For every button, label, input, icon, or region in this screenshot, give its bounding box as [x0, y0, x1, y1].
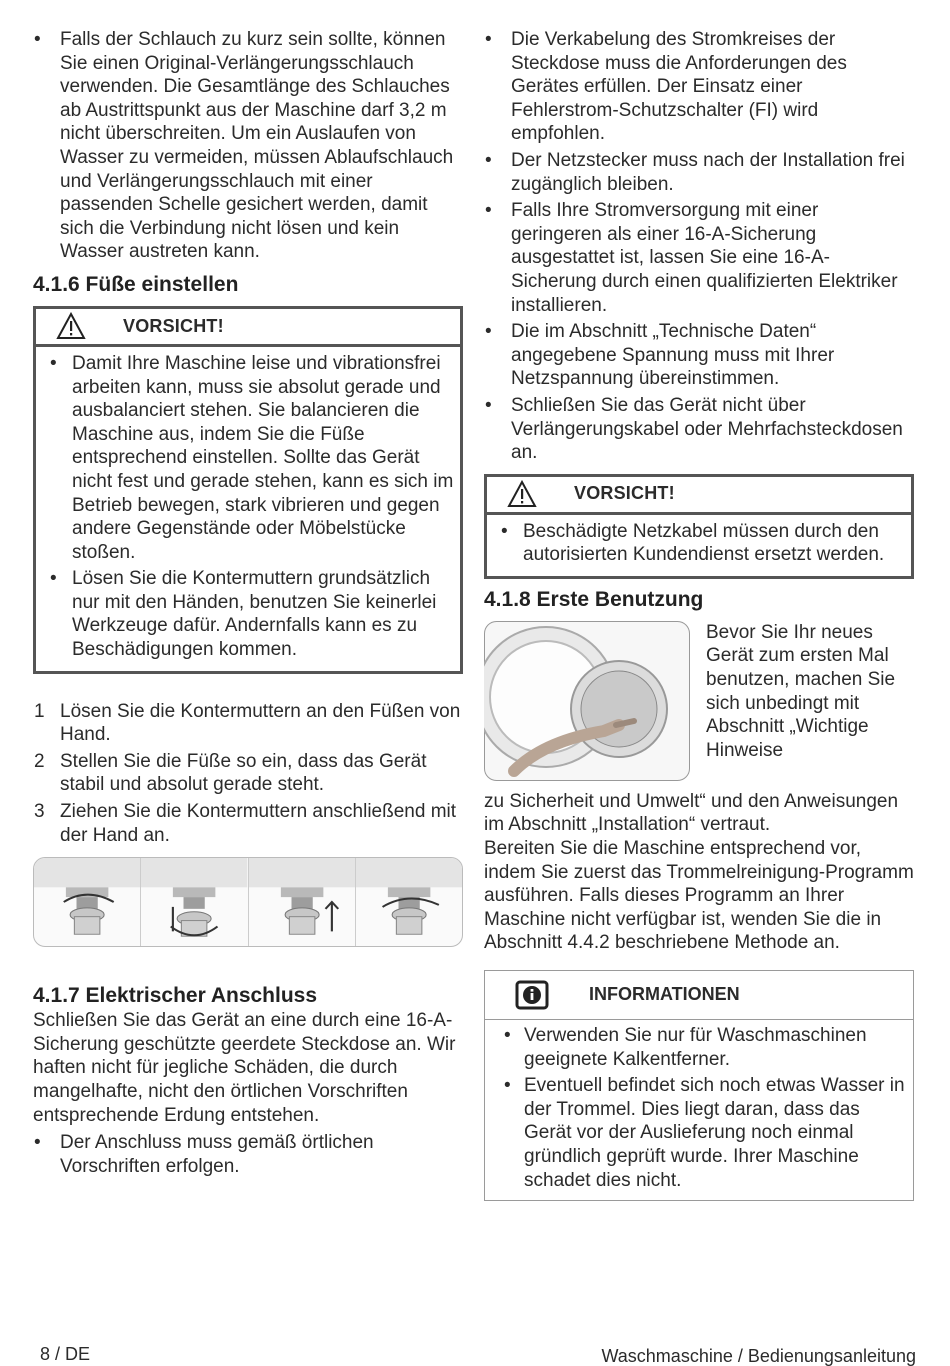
step-text: Stellen Sie die Füße so ein, dass das Gerät stabil und absolut gerade steht. — [60, 750, 427, 796]
step-item — [33, 750, 463, 797]
caution-item-cable: • Beschädigte Netzkabel müssen durch den autorisierten Kundendienst ersetzt werden. — [493, 520, 905, 567]
first-use-side-text: Bevor Sie Ihr neues Gerät zum ersten Mal benutzen, machen Sie sich unbedingt mit Abschnitt „Wichtige Hinweise — [706, 621, 896, 761]
footer-title: Waschmaschine / Bedienungsanleitung — [601, 1346, 916, 1366]
first-use-continued-text: zu Sicherheit und Umwelt“ und den Anweisungen im Abschnitt „Installation“ vertraut. — [484, 790, 899, 836]
hose-extension-bullet: • Falls der Schlauch zu kurz sein sollte, können Sie einen Original-Verlängerungsschlauch verwenden. Die Gesamtlänge des Schlauches ab Austrittspunkt aus der Maschine darf 3,2 m nicht überschreiten. Um ein Auslaufen von Wasser zu vermeiden, müssen Ablaufschlauch und Verlängerungsschlauch mit einer passenden Schelle gesichert werden, damit sich die Verbindung nicht lösen und kein Wasser austreten kann. — [33, 28, 463, 264]
information-header — [485, 971, 913, 1020]
hose-bullet-list — [33, 28, 463, 264]
section-feet-title: 4.1.6 Füße einstellen — [33, 272, 239, 296]
section-first-use-title: 4.1.8 Erste Benutzung — [484, 587, 704, 611]
caution-item-balance: • Damit Ihre Maschine leise und vibrationsfrei arbeiten kann, muss sie absolut gerade und ausbalanciert stehen. Sie balancieren die Maschine aus, indem Sie die Füße entsprechend einstellen. Sollte das Gerät nicht fest und gerade stehen, kann es sich im Betrieb bewegen, stark vibrieren und gegen andere Gegenstände oder Möbelstücke stoßen. — [42, 352, 454, 564]
footer-page-number: 8 / DE — [40, 1344, 91, 1364]
electric-bullet: • Der Anschluss muss gemäß örtlichen Vorschriften erfolgen. — [33, 1131, 463, 1178]
electric-req-item: • Schließen Sie das Gerät nicht über Verlängerungskabel oder Mehrfachsteckdosen an. — [484, 394, 914, 465]
electric-requirements-list — [484, 28, 914, 465]
caution-body — [36, 347, 460, 671]
washing-machine-door-image — [484, 621, 690, 781]
info-item-descaler: • Verwenden Sie nur für Waschmaschinen geeignete Kalkentferner. — [491, 1024, 907, 1071]
step-item — [33, 800, 463, 847]
electric-req-item: • Der Netzstecker muss nach der Installation frei zugänglich bleiben. — [484, 149, 914, 196]
step-item — [33, 700, 463, 747]
electric-paragraph: Schließen Sie das Gerät an eine durch eine 16-A-Sicherung geschützte geerdete Steckdose an. Wir haften nicht für jegliche Schäden, die durch mangelhafte, nicht den örtlichen Vorschriften entsprechende Erdung entstehen. — [33, 1010, 456, 1126]
caution-item-locknuts: • Lösen Sie die Kontermuttern grundsätzlich nur mit den Händen, benutzen Sie keinerlei Werkzeuge dafür. Andernfalls kann es zu Beschädigungen kommen. — [42, 567, 454, 661]
information-box — [484, 970, 914, 1201]
information-label: INFORMATIONEN — [589, 984, 740, 1005]
electric-req-item: • Falls Ihre Stromversorgung mit einer geringeren als einer 16-A-Sicherung ausgestattet ist, lassen Sie eine 16-A-Sicherung durch einen qualifizierten Elektriker installieren. — [484, 199, 914, 317]
caution-box-cable — [484, 474, 914, 579]
step-number: 2 — [34, 750, 45, 772]
step-text: Lösen Sie die Kontermuttern an den Füßen von Hand. — [60, 700, 461, 746]
electric-req-item: • Die Verkabelung des Stromkreises der Steckdose muss die Anforderungen des Gerätes erfüllen. Der Einsatz einer Fehlerstrom-Schutzschalter (FI) wird empfohlen. — [484, 28, 914, 146]
section-electric-title: 4.1.7 Elektrischer Anschluss — [33, 984, 318, 1008]
left-column — [33, 28, 463, 1178]
foot-illustration-1 — [34, 858, 141, 946]
caution-header — [487, 477, 911, 515]
information-body — [485, 1020, 913, 1200]
caution-body — [487, 515, 911, 576]
warning-triangle-icon — [56, 312, 86, 340]
foot-illustration-4 — [356, 858, 462, 946]
info-item-water: • Eventuell befindet sich noch etwas Wasser in der Trommel. Dies liegt daran, dass das Gerät vor der Auslieferung noch einmal gründlich geprüft wurde. Ihrer Maschine schadet dies nicht. — [491, 1074, 907, 1192]
step-number: 1 — [34, 700, 45, 722]
caution-header — [36, 309, 460, 347]
info-icon — [515, 980, 549, 1010]
foot-illustration-2 — [141, 858, 248, 946]
first-use-row — [484, 621, 914, 781]
foot-illustration-3 — [249, 858, 356, 946]
electric-req-item: • Die im Abschnitt „Technische Daten“ angegebene Spannung muss mit Ihrer Netzspannung übereinstimmen. — [484, 320, 914, 391]
step-text: Ziehen Sie die Kontermuttern anschließend mit der Hand an. — [60, 801, 457, 846]
right-column — [484, 28, 914, 1201]
electric-bullet-list — [33, 1131, 463, 1178]
warning-triangle-icon — [507, 480, 537, 508]
caution-label: VORSICHT! — [123, 315, 224, 336]
feet-adjustment-illustration — [33, 857, 463, 947]
caution-label: VORSICHT! — [574, 483, 675, 504]
step-number: 3 — [34, 801, 45, 823]
first-use-paragraph-2: Bereiten Sie die Maschine entsprechend vor, indem Sie zuerst das Trommelreinigung-Programm ausführen. Falls dieses Programm an Ihrer Maschine nicht verfügbar ist, wenden Sie die in Abschnitt 4.4.2 beschriebene Methode an. — [484, 838, 914, 954]
caution-box-feet — [33, 306, 463, 674]
feet-steps-list — [33, 700, 463, 848]
